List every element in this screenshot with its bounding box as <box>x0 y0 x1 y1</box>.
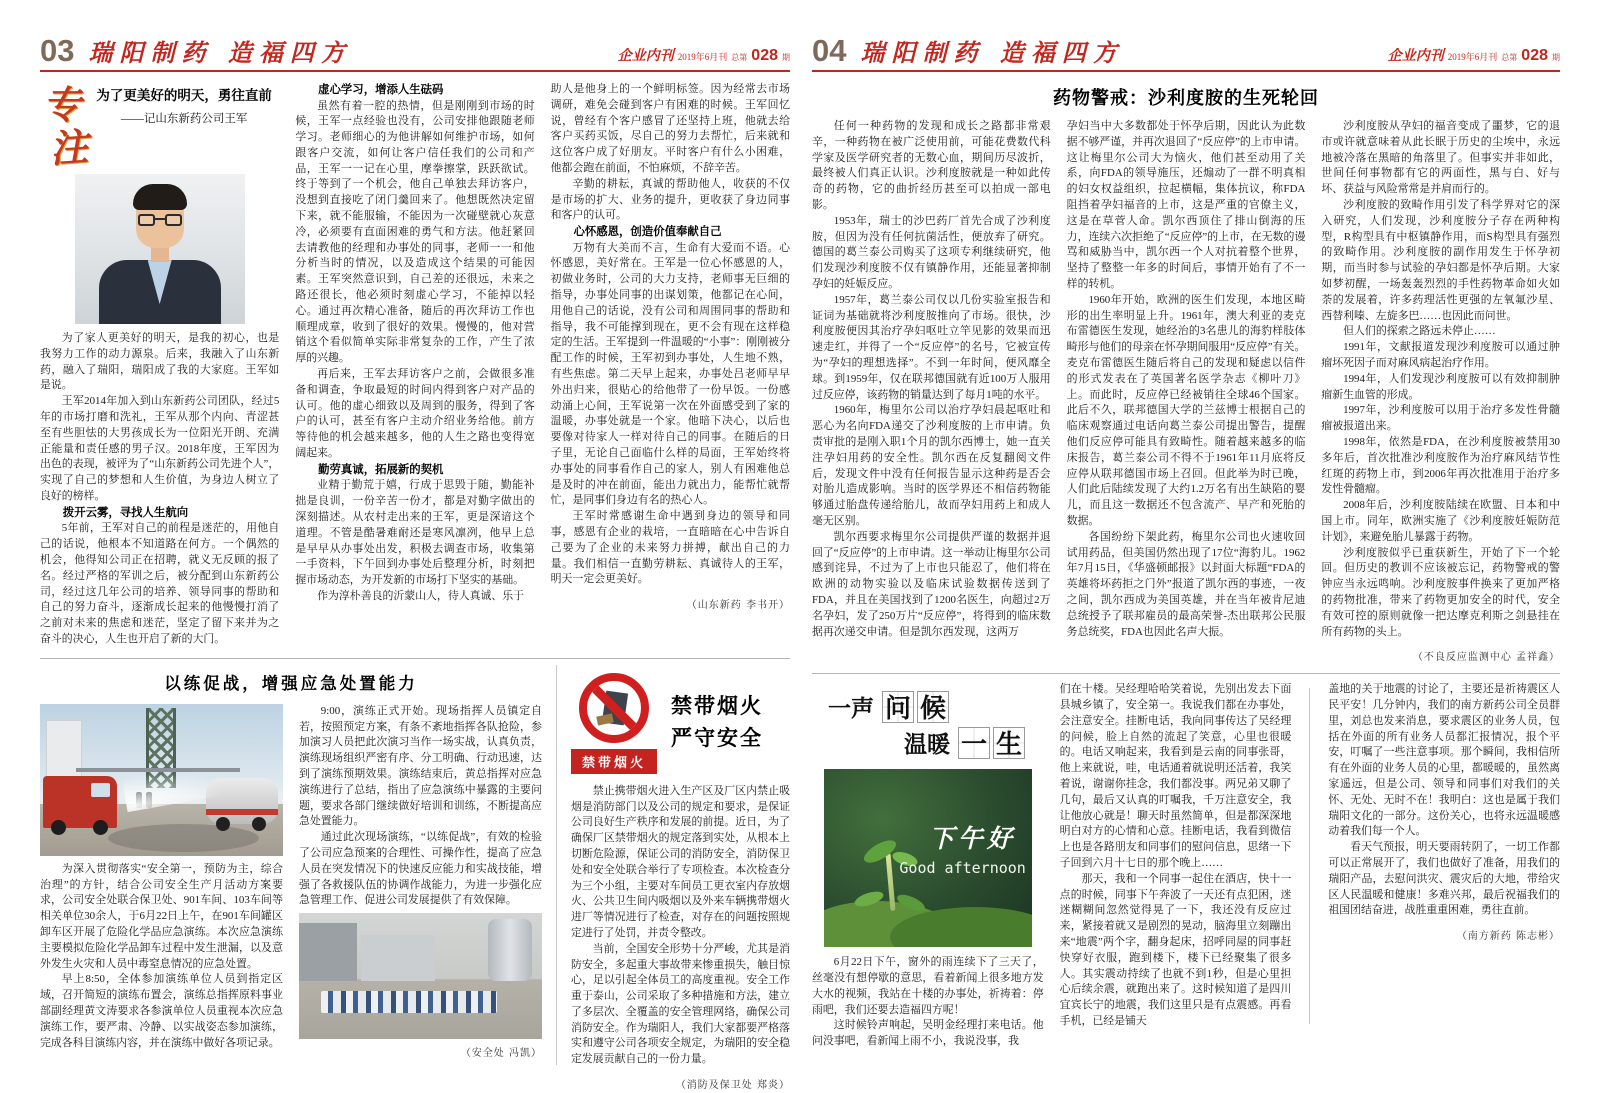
column-divider-p3 <box>556 665 557 1065</box>
warning-column-1 <box>812 119 1051 663</box>
feature-column-1 <box>40 82 279 648</box>
drill-col2-text <box>299 704 542 909</box>
portrait-glasses-right <box>165 214 182 226</box>
masthead-page3 <box>40 26 790 72</box>
warning-article <box>812 119 1560 663</box>
portrait-glasses-bridge <box>155 218 165 220</box>
title-character: 专 <box>42 82 81 127</box>
fireban-title-line2: 严守安全 <box>671 727 763 751</box>
fireban-header <box>571 673 790 774</box>
prohibition-circle-icon <box>579 673 649 743</box>
paragraph: 业精于勤荒于嬉，行成于思毁于随，勤能补拙是良训，一份辛苦一份才，都是对勤字做出的深刻描述。从农村走出来的王军，更是深谙这个道理。不管是酷暑难耐还是寒风凛冽，他早上总是早早从办事处出发，积极去调查市场，收集第一手资料，下午回到办事处后整理分析，时刻把握市场动态，为开发新的市场打下坚实的基础。 <box>295 479 535 587</box>
title-character: 一 <box>958 727 990 759</box>
page-number: 03 <box>40 32 75 68</box>
paragraph: 沙利度胺从孕妇的福音变成了噩梦，它的退市或许就意味着从此长眠于历史的尘埃中，永远地被冷落在黑暗的角落里了。但事实并非如此，世间任何事物都有它的两面性，黑与白、好与坏、获益与风险常常是并肩而行的。 <box>1321 120 1561 196</box>
prohibition-bar <box>586 680 643 737</box>
greeting-title-seg3: 温暖 <box>904 731 950 759</box>
greeting-title <box>812 682 1044 765</box>
title-character: 注 <box>48 123 90 171</box>
subhead: 勤劳真诚，拓展新的契机 <box>318 463 444 476</box>
paragraph: 1957年，葛兰泰公司仅以几份实验室报告和证词为基础就将沙利度胺推向了市场。很快，沙利度胺便因其治疗孕妇呕吐立竿见影的效果而迅速走红，并得了一个“反应停”的名号，它被宣传为“孕妇的理想选择”。不到一年时间，便风靡全球。到1959年，仅在联邦德国就有近100万人服用过反应停，该药物的销量达到了每月1吨的水平。 <box>812 293 1051 401</box>
section-divider-p4 <box>812 673 1560 674</box>
issue-label: 企业内刊 <box>1387 48 1444 64</box>
subhead: 心怀感恩，创造价值奉献自己 <box>573 226 722 239</box>
paragraph: 为深入贯彻落实“安全第一，预防为主，综合治理”的方针，结合公司安全生产月活动方案要求，公司安全处联合保卫处、901车间、103车间等相关单位30余人，于6月22日上午，在901车间罐区卸车区开展了危险化学品应急演练。本次应急演练主要模拟危险化学品卸车过程中发生泄漏，以及意外发生火灾和人员中毒窒息情况的应急处置。 <box>40 862 283 970</box>
paragraph: 任何一种药物的发现和成长之路都非常艰辛，一种药物在被广泛使用前，可能花费数代科学家及医学研究者的无数心血，期间历尽波折，最终被人们真正认识。沙利度胺就是一种如此传奇的药物，它的曲折经历甚至可以拍成一部电影。 <box>812 120 1051 211</box>
paragraph: 1998年，依然是FDA，在沙利度胺被禁用30多年后，首次批准沙利度胺作为治疗麻风结节性红斑的药物上市，到2006年再次批准用于治疗多发性骨髓瘤。 <box>1321 435 1561 496</box>
portrait-photo <box>75 174 245 324</box>
paragraph: 禁止携带烟火进入生产区及厂区内禁止吸烟是消防部门以及公司的规定和要求，是保证公司良好生产秩序和发展的前提。近日，为了确保厂区禁带烟火的规定落到实处，从根本上切断危险源，保证公司的消防安全，消防保卫处和安全处联合举行了专项检查。本次检查分为三个小组，主要对车间员工更衣室内存放烟火、公共卫生间内吸烟以及外来车辆携带烟火进厂等情况进行了检查，对存在的问题按照规定进行了处罚，并责令整改。 <box>571 784 790 939</box>
paragraph: 看天气预报，明天要雨转阴了，一切工作都可以正常展开了，我们也做好了准备，用我们的瑞阳产品，去慰问洪灾、震灾后的大地，带给灾区人民温暖和健康！多难兴邦，最后祝福我们的祖国团结奋进，战胜重重困难，勇往直前。 <box>1328 841 1561 917</box>
paragraph: 辛勤的耕耘，真诚的帮助他人，收获的不仅是市场的扩大、业务的提升，更收获了身边同事和客户的认可。 <box>550 177 790 222</box>
paragraph: 盖地的关于地震的讨论了，主要还是祈祷震区人民平安！几分钟内，我们的南方新药公司全员群里，刘总也发来消息，要求震区的业务人员，包括在外面的所有业务人员都汇报情况，报个平安，叮嘱了一些注意事项。那个瞬间，我相信所有在外面的业务人员的心里，都暖暖的，虽然离家遥远，但是公司、领导和同事们对我们的关怀、无处、无时不在！我明白：这也是属于我们瑞阳文化的一部分。这份关心，也将永远温暖感动着我们每一个人。 <box>1328 683 1561 838</box>
author-signature: （不良反应监测中心 孟祥鑫） <box>1412 652 1561 664</box>
photo-storage-tank <box>488 919 532 981</box>
tanker-wheel <box>252 817 266 831</box>
feature-title: 为了更美好的明天，勇往直前 <box>96 88 272 103</box>
greeting-article <box>812 682 1560 1050</box>
paragraph: 那天，我和一个同事一起住在酒店，快十一点的时候，同事下午奔波了一天还有点犯困，迷迷糊糊间忽然觉得晃了一下，我还没有反应过来，紧接着就又是剧烈的晃动，脑海里立刻蹦出来“地震”两个字，翻身起床，招呼同屋的同事赶快穿好衣服，跑到楼下，楼下已经聚集了很多人。其实震动持续了也就不到1秒，但是心里担心后续余震，就跑出来了。这时候知道了是四川宜宾长宁的地震，我们这里只是有点震感。再看手机，已经是铺天 <box>1059 872 1292 1028</box>
paragraph: 为了家人更美好的明天，是我的初心，也是我努力工作的动力源泉。后来，我融入了山东新药，融入了瑞阳，瑞阳成了我的大家庭。王军如是说。 <box>40 332 280 392</box>
masthead-page4 <box>812 26 1560 72</box>
paragraph: 但人们的探索之路远未停止…… <box>1343 325 1496 338</box>
issue-no-prefix: 总第 <box>1501 53 1518 62</box>
issue-no-prefix: 总第 <box>731 53 748 62</box>
paragraph: 万物有大美而不言，生命有大爱而不语。心怀感恩，美好常在。王军是一位心怀感恩的人，初做业务时，公司的大力支持，老师事无巨细的指导，办事处同事的出谋划策，他都记在心间，用他自己的话说，没有公司和周围同事的帮助和指导，我不可能撑到现在，更不会有现在这样稳定的生活。王军提到一件温暖的“小事”：刚刚被分配工作的时候，王军初到办事处，人生地不熟，有些焦虑。第二天早上起来，办事处吕老师早早外出归来，很贴心的给他带了一份早饭。一份感动涌上心间，王军说第一次在外面感受到了家的温暖，办事处就是一个家。他暗下决心，以后也要像对待家人一样对待自己的同事。在随后的日子里，无论自己面临什么样的局面，王军始终将办事处的同事看作自己的家人，别人有困难他总是及时的冲在前面，能出力就出力，能帮忙就帮忙，是同事们身边有名的热心人。 <box>550 241 790 507</box>
drill-columns <box>40 704 542 1059</box>
page-number: 04 <box>812 32 847 68</box>
drill-group-photo <box>299 913 542 1039</box>
issue-info <box>618 45 790 65</box>
tanker-wheel <box>216 817 230 831</box>
tanker-stripe <box>206 809 278 815</box>
paragraph: 1997年，沙利度胺可以用于治疗多发性骨髓瘤被报道出来。 <box>1321 404 1561 433</box>
issue-no-suffix: 期 <box>1552 53 1560 62</box>
image-leaf <box>860 836 899 867</box>
issue-number: 028 <box>751 47 778 64</box>
paragraph: 这时候铃声响起，吴明金经理打来电话。他问没事吧，看新闻上雨不小，我说没事，我 <box>812 1019 1044 1048</box>
portrait-hair <box>133 184 187 210</box>
calligraphy-motto <box>40 82 90 171</box>
author-signature: （消防及保卫处 郑炎） <box>675 1080 790 1092</box>
greeting-column-3 <box>1328 682 1560 1050</box>
greeting-title-seg1: 一声 <box>828 695 874 723</box>
paragraph: 沙利度胺的致畸作用引发了科学界对它的深入研究，人们发现，沙利度胺分子存在两种构型，R构型具有中枢镇静作用，而S构型具有强烈的致畸作用。沙利度胺的副作用发生于怀孕初期，而当时参与试验的孕妇都是怀孕后期。大家如梦初醒，一场轰轰烈烈的手性药物革命如火如荼的发展着，许多药理活性更强的左氧氟沙星、西替利嗪、左旋多巴……也因此而问世。 <box>1321 198 1561 322</box>
column-divider-p4 <box>1309 688 1310 1024</box>
feature-column-2 <box>295 82 534 648</box>
drill-title: 以练促战，增强应急处置能力 <box>164 674 418 693</box>
paragraph: 9:00，演练正式开始。现场指挥人员镇定自若，按照预定方案，有条不紊地指挥各队抢险，参加演习人员把此次演习当作一场实战，认真负责，演练现场组织严密有序、分工明确、行动迅速，达到了演练预期效果。演练结束后，黄总指挥对应急演练进行了总结，指出了应急演练中暴露的主要问题，要求各部门继续做好培训和训练，不断提高应急处置能力。 <box>299 704 542 828</box>
truck-wheel <box>51 820 66 835</box>
fire-drill-photo <box>40 704 283 856</box>
feature-article <box>40 82 790 648</box>
paragraph: 1994年，人们发现沙利度胺可以有效抑制肿瘤新生血管的形成。 <box>1321 372 1561 401</box>
paragraph: 6月22日下午，窗外的雨连续下了三天了，丝毫没有想停歇的意思，看着新闻上很多地方发大水的视频，我站在十楼的办事处，祈祷着：停雨吧，我们还要去造福四方呢！ <box>812 956 1044 1016</box>
warning-article-title: 药物警戒：沙利度胺的生死轮回 <box>1053 88 1319 108</box>
paragraph: 沙利度胺似乎已重获新生，开始了下一个轮回。但历史的教训不应该被忘记，药物警戒的警钟应当永远鸣响。沙利度胺事件换来了更加严格的药物批准，带来了药物更加安全的时代，安全有效可控的原则就像一把达摩克利斯之剑悬挂在所有药物的头上。 <box>1321 546 1561 638</box>
photo-building <box>361 935 435 981</box>
greeting-title-line2 <box>904 726 1044 759</box>
issue-label: 企业内刊 <box>617 48 674 64</box>
paragraph: 孕妇当中大多数都处于怀孕后期，因此认为此数据不够严谨，并再次退回了“反应停”的上市申请。这让梅里尔公司大为恼火，他们甚至动用了关系，向FDA的领导施压，还煽动了一群不明真相的妇女权益组织，拉起横幅，集体抗议，称FDA阻挡着孕妇福音的上市，这是严重的官僚主义，这是在草菅人命。凯尔西顶住了排山倒海的压力，连续六次拒绝了“反应停”的上市，在无数的谩骂和威胁当中，凯尔西一个人对抗着整个世界，坚持了整整一年多的时间后，事情开始有了不一样的转机。 <box>1066 120 1306 290</box>
paragraph: 王军2014年加入到山东新药公司团队，经过5年的市场打磨和洗礼，王军从那个内向、青涩甚至有些胆怯的大男孩成长为一位阳光开朗、充满正能量和责任感的男子汉。2018年度，王军因为出色的表现，被评为了“山东新药公司先进个人”，实现了自己的梦想和人生价值，为身边人树立了良好的榜样。 <box>40 395 280 503</box>
paragraph: 王军时常感谢生命中遇到身边的领导和同事，感恩有企业的栽培，一直暗暗在心中告诉自己要为了企业的未来努力拼搏，献出自己的力量。我们相信一直勤劳耕耘、真诚待人的王军，明天一定会更美好。 <box>550 510 790 586</box>
greeting-title-grid1 <box>882 691 949 723</box>
issue-info <box>1388 45 1560 65</box>
page-03 <box>40 26 790 1091</box>
paragraph: 各国纷纷下架此药，梅里尔公司也火速收回试用药品，但美国仍然出现了17位“海豹儿。1962年7月15日，《华盛顿邮报》以封面大标题“FDA的英雄将坏药拒之门外”报道了凯尔西的事迹，一夜之间，凯尔西成为美国英雄，并在当年被肯尼迪总统授予了联邦雇员的最高荣誉-杰出联邦公民服务总统奖，FDA也因此名声大振。 <box>1066 530 1306 638</box>
paragraph: 们在十楼。吴经理哈哈笑着说，先别出发去下面县城乡镇了，安全第一。我说我们都在办事处，会注意安全。挂断电话，我向同事传达了吴经理的问候，脸上自然的流起了笑意，心里也很暖的。电话又响起来，我看到是云南的同事张哥，他上来就说，哇，电话通着就说明还活着，我笑着说，谢谢你挂念，我们都没事。两兄弟又聊了几句，最后又认真的叮嘱我，千万注意安全，我让他放心就是！聊天时虽然简单，但是都深深地明白对方的心情和心意。挂断电话，我看到微信上也是各路朋友和同事们的慰问信息，思绪一下子回到六月十七日的那个晚上…… <box>1059 683 1292 870</box>
greeting-column-1 <box>812 682 1044 1050</box>
feature-titles <box>89 82 279 169</box>
drill-article <box>40 659 542 1091</box>
masthead-slogan: 瑞阳制药 造福四方 <box>88 37 352 67</box>
no-fireworks-sign <box>571 673 657 774</box>
fireban-title <box>671 691 763 756</box>
paragraph: 1953年，瑞士的沙巴药厂首先合成了沙利度胺，但因为没有任何抗菌活性，便放弃了研究。德国的葛兰泰公司购买了这项专利继续研究，他们发现沙利度胺不仅有镇静作用，还能显著抑制孕妇的妊娠反应。 <box>812 214 1051 290</box>
warning-column-2 <box>1067 119 1306 663</box>
fireban-title-line1: 禁带烟火 <box>671 694 763 718</box>
paragraph: 虽然有着一腔的热情，但是刚刚到市场的时候，王军一点经验也没有，公司安排他跟随老师学习。老师细心的为他讲解如何维护市场，如何跟客户交流，如何让客户信任我们的公司和产品，王军一一记在心里，摩拳擦掌，跃跃欲试。终于等到了一个机会，他自己单独去拜访客户，没想到直接吃了闭门羹回来了。他想既然决定留下来，就不能服输，不能因为一次碰壁就心灰意冷，必须要有直面困难的勇气和方法。他赶紧回去请教他的经理和办事处的同事，老师一一和他分析当时的情况，以及造成这个结果的可能因素。王军突然意识到，自己差的还很远，未来之路还很长，他必须时刻虚心学习，不能掉以轻心。通过再次精心准备，随后的再次拜访工作也顺理成章，收到了很好的效果。慢慢的，他对营销这个看似简单实际非常复杂的工作，产生了浓厚的兴趣。 <box>295 99 535 365</box>
feature-subtitle: ——记山东新药公司王军 <box>120 112 248 125</box>
title-character: 生 <box>993 727 1025 759</box>
subhead: 拨开云雾，寻找人生航向 <box>62 506 189 519</box>
paragraph: 再后来，王军去拜访客户之前，会做很多准备和调查，争取最短的时间内得到客户对产品的认可。他的虚心细致以及周到的服务，得到了客户的认可，甚至有客户主动介绍业务给他。前方等待他的机会越来越多，他的人生之路也变得宽阔起来。 <box>295 368 535 460</box>
photo-crowd <box>321 991 497 1013</box>
drill-column-1 <box>40 704 283 1059</box>
feature-header <box>40 82 279 169</box>
greeting-col1-text <box>812 955 1044 1050</box>
issue-date: 2019年6月刊 <box>677 52 728 62</box>
photo-wet-patch <box>108 824 259 852</box>
title-character: 候 <box>917 691 949 723</box>
subhead: 虚心学习，增添人生砝码 <box>318 84 444 96</box>
drill-column-2 <box>299 704 542 1059</box>
title-character: 问 <box>882 691 914 723</box>
paragraph: 早上8:50，全体参加演练单位人员到指定区域，召开简短的演练布置会，演练总指挥原料事业部副经理黄文涛要求各参演单位人员重视本次应急演练工作，要严肃、冷静、以实战姿态参加演练，完成各科目演练内容，并在演练中做好各项记录。 <box>40 973 283 1049</box>
feature-column-3 <box>551 82 790 648</box>
warning-column-3 <box>1321 119 1560 663</box>
issue-date: 2019年6月刊 <box>1447 52 1498 62</box>
fireban-article <box>571 659 790 1091</box>
photo-caption: （安全处 冯凯） <box>460 1048 542 1060</box>
masthead-slogan: 瑞阳制药 造福四方 <box>860 37 1124 67</box>
issue-no-suffix: 期 <box>782 53 790 62</box>
fireban-text <box>571 784 790 1091</box>
truck-wheel <box>93 820 108 835</box>
paragraph: 助人是他身上的一个鲜明标签。因为经常去市场调研，难免会碰到客户有困难的时候。王军回忆说，曾经有个客户感冒了还坚持上班，他就去给客户买药买饭，尽自己的努力去帮忙，后来就和这位客户成了好朋友。平时客户有什么小困难，他都会跑在前面，不怕麻烦，不辞辛苦。 <box>550 83 790 174</box>
feature-col1-text <box>40 331 279 648</box>
paragraph: 1960年开始，欧洲的医生们发现，本地区畸形的出生率明显上升。1961年，澳大利亚的麦克布雷德医生发现，她经治的3名患儿的海豹样肢体畸形与他们的母亲在怀孕期间服用“反应停”有关。麦克布雷德医生随后将自己的发现和疑虑以信件的形式发表在了英国著名医学杂志《柳叶刀》上。而此时，反应停已经被销往全球46个国家。此后不久，联邦德国大学的兰兹博士根据自己的临床观察通过电话向葛兰泰公司提出警告，提醒他们反应停可能具有致畸性。随着越来越多的临床报告，葛兰泰公司不得不于1961年11月底将反应停从联邦德国市场上召回。但此举为时已晚，人们此后陆续发现了大约1.2万名有出生缺陷的婴儿，而且这一数据还不包含流产、早产和死胎的数据。 <box>1066 293 1306 527</box>
sign-label: 禁带烟火 <box>571 749 657 774</box>
paragraph: 1991年，文献报道发现沙利度胺可以通过肿瘤坏死因子而对麻风病起治疗作用。 <box>1321 341 1561 369</box>
paragraph: 2008年后，沙利度胺陆续在欧盟、日本和中国上市。同年，欧洲实施了《沙利度胺妊娠防范计划》，来避免胎儿暴露于药物。 <box>1321 499 1561 543</box>
greeting-column-2 <box>1060 682 1292 1050</box>
photo-fire-truck <box>43 776 117 828</box>
truck-window <box>91 783 110 797</box>
image-text-english: Good afternoon <box>899 859 1026 878</box>
author-signature: （山东新药 李书开） <box>686 600 790 612</box>
issue-number: 028 <box>1521 47 1548 64</box>
greeting-title-grid2 <box>958 727 1025 759</box>
photo-building <box>299 923 357 981</box>
portrait-glasses-left <box>138 214 155 226</box>
paragraph: 当前，全国安全形势十分严峻，尤其是消防安全，多起重大事故带来惨重损失，触目惊心，足以引起全体员工的高度重视。安全工作重于泰山，公司采取了多种措施和方法，建立了多层次、全覆盖的安全管理网络，确保公司消防安全。作为瑞阳人，我们大家都要严格落实和遵守公司各项安全规定，为瑞阳的安全稳定发展贡献自己的一份力量。 <box>571 942 790 1066</box>
image-text-chinese: 下午好 <box>928 824 1016 854</box>
paragraph: 凯尔西要求梅里尔公司提供严谨的数据并退回了“反应停”的上市申请。这一举动让梅里尔公司感到诧异，不过为了上市也只能忍了，他们将在欧洲的动物实验以及临床试验数据传送到了FDA，并且在美国找到了1200名医生，向超过2万名孕妇，发了250万片“反应停”，将得到的临床数据再次递交申请。但是凯尔西发现，这两万 <box>812 530 1051 638</box>
paragraph: 通过此次现场演练，“以练促战”，有效的检验了公司应急预案的合理性、可操作性，提高了应急人员在突发情况下的快速反应能力和实战技能，增强了各救援队伍的协调作战能力，为进一步强化应急管理工作、促进公司发展提供了有效保障。 <box>299 831 542 907</box>
page3-bottom-section <box>40 659 790 1091</box>
good-afternoon-image <box>824 769 1032 947</box>
page-04 <box>812 26 1560 1050</box>
greeting-title-line1 <box>828 690 1044 723</box>
paragraph: 5年前，王军对自己的前程是迷茫的，用他自己的话说，他根本不知道路在何方。一个偶然的机会，他得知公司正在招聘，就义无反顾的报了名。经过严格的军训之后，被分配到山东新药公司，经过这几年公司的培养、领导同事的帮助和自己的努力奋斗，逐渐成长起来的他慢慢打消了之前对未来的焦虑和迷茫，坚定了留下来并为之奋斗的决心，人生也开启了新的大门。 <box>40 522 280 645</box>
drill-col1-text <box>40 862 283 1052</box>
paragraph: 1960年，梅里尔公司以治疗孕妇晨起呕吐和恶心为名向FDA递交了沙利度胺的上市申请。负责审批的是刚入职1个月的凯尔西博士，她一直关注孕妇用药的安全性。凯尔西在反复翻阅文件后，发现文件中没有任何报告显示这种药是否会对胎儿造成影响。当时的医学界还不相信药物能够通过胎盘传递给胎儿，故而孕妇用药上和成人毫无区别。 <box>812 404 1051 527</box>
author-signature: （南方新药 陈志彬） <box>1456 931 1561 943</box>
photo-building <box>46 720 82 782</box>
paragraph: 作为淳朴善良的沂蒙山人，待人真诚、乐于 <box>317 589 525 602</box>
